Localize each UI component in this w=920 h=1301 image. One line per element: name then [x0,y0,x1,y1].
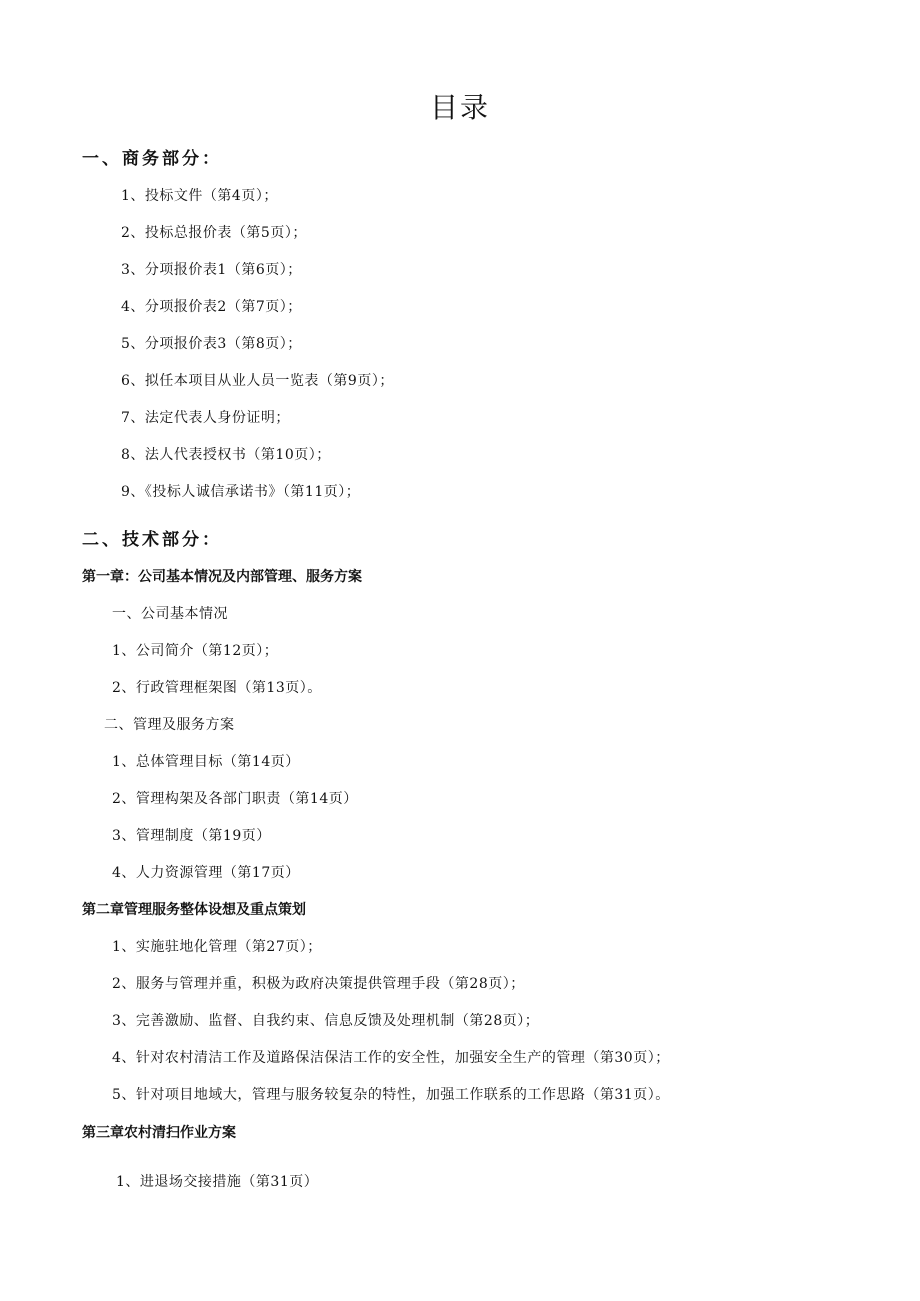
business-item-8: 8、法人代表授权书（第10页）； [121,447,331,463]
business-item-3: 3、分项报价表1（第6页）； [121,262,302,278]
chapter-1-subsection-1-title: 一、公司基本情况 [112,606,228,622]
chapter-3-title: 第三章农村清扫作业方案 [82,1125,236,1141]
business-item-4: 4、分项报价表2（第7页）； [121,299,302,315]
chapter-2-item-3: 3、完善激励、监督、自我约束、信息反馈及处理机制（第28页）； [112,1013,540,1029]
chapter-1-sub2-item-1: 1、总体管理目标（第14页） [112,754,300,770]
chapter-1-sub2-item-2: 2、管理构架及各部门职责（第14页） [112,791,358,807]
page-title: 目录 [429,91,490,124]
business-item-6: 6、拟任本项目从业人员一览表（第9页）； [121,373,394,389]
chapter-1-sub1-item-1: 1、公司简介（第12页）； [112,643,279,659]
chapter-1-subsection-2-title: 二、管理及服务方案 [104,717,235,733]
business-item-7: 7、法定代表人身份证明； [121,410,290,426]
chapter-1-title: 第一章：公司基本情况及内部管理、服务方案 [82,569,362,585]
business-item-2: 2、投标总报价表（第5页）； [121,225,307,241]
chapter-1-sub2-item-4: 4、人力资源管理（第17页） [112,865,300,881]
technical-section-heading: 二、技术部分： [82,530,222,550]
chapter-2-title: 第二章管理服务整体设想及重点策划 [82,902,306,918]
chapter-2-item-4: 4、针对农村清洁工作及道路保洁保洁工作的安全性，加强安全生产的管理（第30页）； [112,1050,670,1066]
business-item-1: 1、投标文件（第4页）； [121,188,278,204]
business-item-5: 5、分项报价表3（第8页）； [121,336,302,352]
chapter-1-sub1-item-2: 2、行政管理框架图（第13页）。 [112,680,322,696]
business-section-heading: 一、商务部分： [82,149,222,169]
chapter-2-item-1: 1、实施驻地化管理（第27页）； [112,939,322,955]
chapter-2-item-2: 2、服务与管理并重，积极为政府决策提供管理手段（第28页）； [112,976,525,992]
chapter-1-sub2-item-3: 3、管理制度（第19页） [112,828,271,844]
business-item-9: 9、《投标人诚信承诺书》（第11页）； [121,484,361,500]
chapter-3-item-1: 1、进退场交接措施（第31页） [116,1174,319,1190]
chapter-2-item-5: 5、针对项目地域大，管理与服务较复杂的特性，加强工作联系的工作思路（第31页）。 [112,1087,670,1103]
